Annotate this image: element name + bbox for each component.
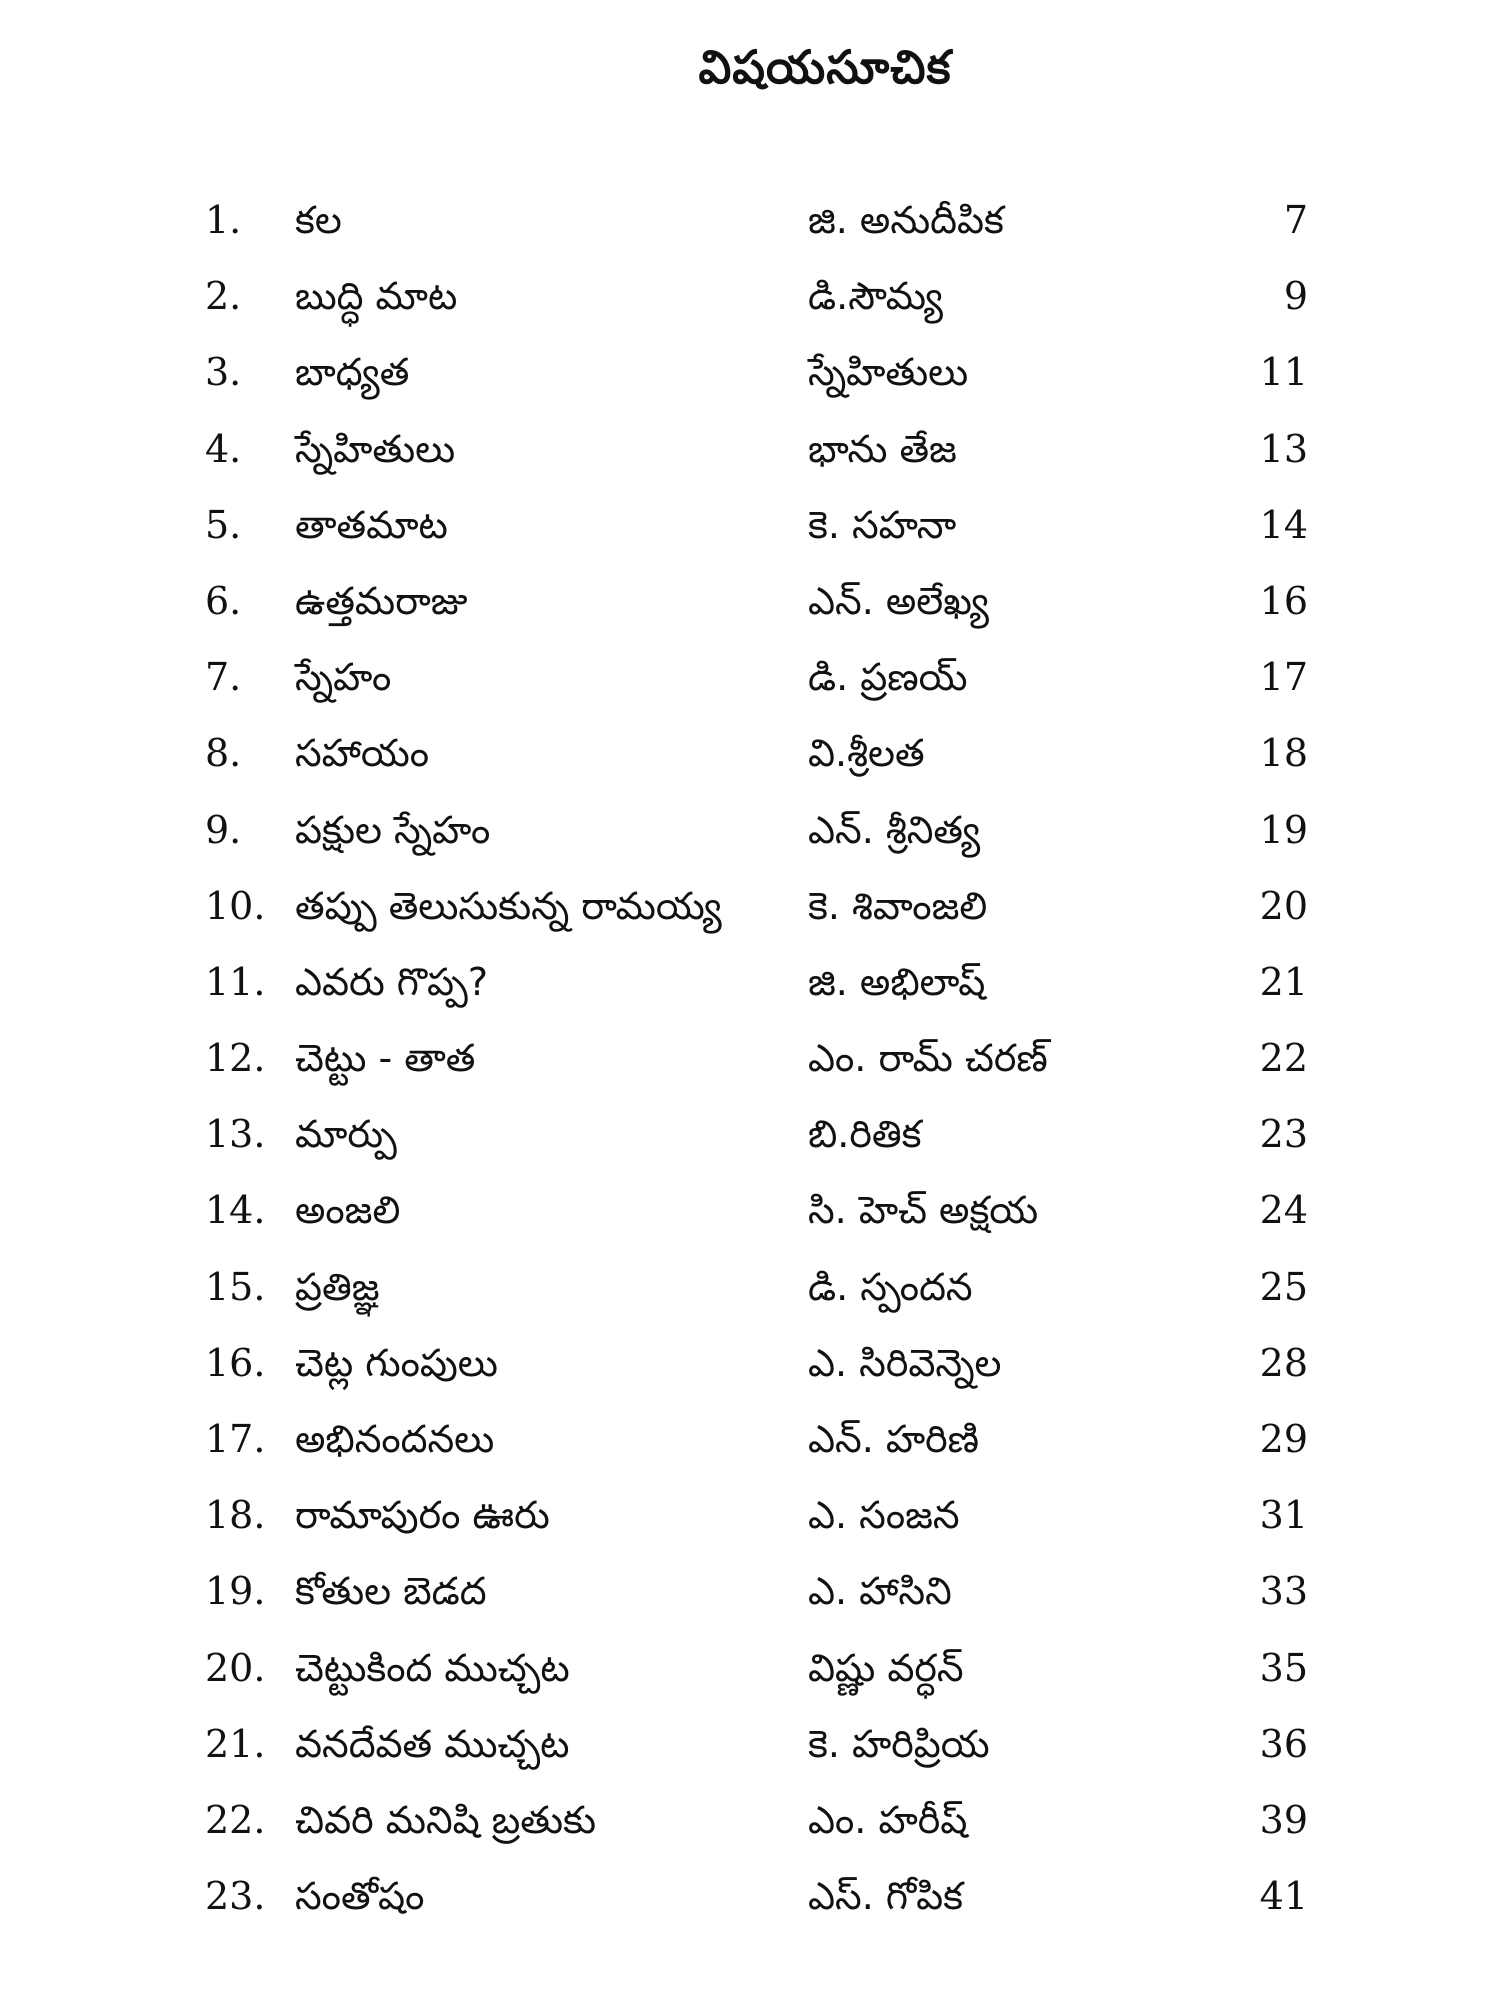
entry-title: ఉత్తమరాజు [295,578,468,623]
entry-author: డి. స్పందన [808,1264,973,1309]
entry-title: చివరి మనిషి బ్రతుకు [295,1797,596,1842]
entry-author: ఎ. సంజన [808,1493,960,1538]
entry-title: ప్రతిజ్ఞ [295,1264,380,1309]
entry-author: కె. సహనా [808,502,957,547]
entry-page-number: 36 [1259,1721,1308,1766]
entry-number: 5. [205,502,242,547]
entry-number: 3. [205,350,242,395]
toc-entry [0,1485,1500,1561]
entry-author: జి. అభిలాష్ [808,959,986,1004]
entry-number: 13. [205,1112,266,1157]
entry-page-number: 41 [1259,1874,1308,1919]
entry-author: బి.రితిక [808,1112,922,1157]
entry-title: అభినందనలు [295,1417,495,1461]
entry-page-number: 22 [1259,1036,1308,1081]
entry-page-number: 19 [1259,807,1308,852]
entry-author: సి. హెచ్ అక్షయ [808,1188,1039,1233]
entry-title: తాతమాట [295,502,448,547]
entry-title: కల [295,198,342,242]
toc-entry [0,1333,1500,1409]
entry-page-number: 17 [1259,655,1308,700]
entry-number: 18. [205,1493,266,1538]
entry-number: 9. [205,807,242,852]
entry-author: డి.సౌమ్య [808,274,943,319]
entry-number: 11. [205,959,266,1004]
entry-author: ఎన్. అలేఖ్య [808,578,989,623]
toc-entry [0,647,1500,723]
entry-page-number: 24 [1259,1188,1308,1233]
entry-page-number: 20 [1259,883,1308,928]
entry-title: బాధ్యత [295,350,410,395]
entry-page-number: 23 [1259,1112,1308,1157]
entry-author: డి. ప్రణయ్ [808,655,968,700]
toc-entry [0,571,1500,647]
entry-title: సహాయం [295,731,430,776]
entry-author: ఎన్. శ్రీనిత్య [808,807,981,852]
entry-page-number: 39 [1259,1797,1308,1842]
entry-title: చెట్ల గుంపులు [295,1340,498,1385]
toc-entry [0,1028,1500,1104]
entry-number: 20. [205,1645,266,1690]
entry-number: 10. [205,883,266,928]
page-title: విషయసూచిక [698,40,952,94]
entry-author: ఎస్. గోపిక [808,1874,963,1919]
entry-number: 23. [205,1874,266,1919]
entry-number: 4. [205,426,242,471]
entry-number: 16. [205,1340,266,1385]
entry-page-number: 14 [1259,502,1308,547]
toc-entry [0,190,1500,266]
entry-title: తప్పు తెలుసుకున్న రామయ్య [295,883,722,928]
entry-number: 17. [205,1417,266,1461]
entry-number: 12. [205,1036,266,1081]
entry-title: ఎవరు గొప్ప? [295,959,488,1004]
entry-number: 21. [205,1721,266,1766]
entry-page-number: 11 [1259,350,1308,395]
entry-title: స్నేహం [295,655,392,700]
entry-title: సంతోషం [295,1874,425,1919]
entry-page-number: 33 [1259,1569,1308,1614]
toc-entry [0,495,1500,571]
entry-page-number: 21 [1259,959,1308,1004]
toc-entry [0,1180,1500,1256]
toc-entry [0,1104,1500,1180]
toc-entry [0,800,1500,876]
entry-title: పక్షుల స్నేహం [295,807,491,852]
toc-entry [0,419,1500,495]
entry-number: 19. [205,1569,266,1614]
entry-author: ఎన్. హరిణి [808,1417,980,1461]
toc-entry [0,1561,1500,1637]
toc-entry [0,1790,1500,1866]
entry-number: 14. [205,1188,266,1233]
entry-page-number: 25 [1259,1264,1308,1309]
entry-title: వనదేవత ముచ్చట [295,1721,570,1766]
entry-page-number: 29 [1259,1417,1308,1461]
entry-author: ఎం. రామ్ చరణ్ [808,1036,1048,1081]
entry-page-number: 35 [1259,1645,1308,1690]
entry-number: 8. [205,731,242,776]
entry-title: చెట్టు - తాత [295,1036,476,1081]
entry-title: మార్పు [295,1112,397,1157]
toc-entry [0,1409,1500,1485]
toc-entry [0,1638,1500,1714]
entry-author: ఎ. సిరివెన్నెల [808,1340,1002,1385]
entry-title: బుద్ధి మాట [295,274,458,319]
toc-entry [0,1866,1500,1942]
entry-author: కె. శివాంజలి [808,883,988,928]
entry-number: 22. [205,1797,266,1842]
toc-entry [0,342,1500,418]
entry-number: 15. [205,1264,266,1309]
entry-number: 1. [205,198,242,242]
toc-entry [0,723,1500,799]
entry-author: కె. హరిప్రియ [808,1721,990,1766]
entry-author: ఎం. హరీష్ [808,1797,968,1842]
entry-page-number: 31 [1259,1493,1308,1538]
entry-page-number: 18 [1259,731,1308,776]
entry-author: విష్ణు వర్ధన్ [808,1645,964,1690]
entry-page-number: 9 [1283,274,1308,319]
entry-title: అంజలి [295,1188,401,1233]
entry-page-number: 16 [1259,578,1308,623]
entry-number: 2. [205,274,242,319]
entry-number: 7. [205,655,242,700]
entry-title: చెట్టుకింద ముచ్చట [295,1645,570,1690]
entry-page-number: 13 [1259,426,1308,471]
entry-author: ఎ. హాసిని [808,1569,952,1614]
entry-page-number: 28 [1259,1340,1308,1385]
entry-title: రామాపురం ఊరు [295,1493,550,1538]
entry-author: స్నేహితులు [808,350,969,395]
entry-title: స్నేహితులు [295,426,456,471]
table-of-contents [0,190,1500,1942]
entry-page-number: 7 [1283,198,1308,242]
entry-author: భాను తేజ [808,426,957,471]
entry-author: వి.శ్రీలత [808,731,925,776]
entry-author: జి. అనుదీపిక [808,198,1004,242]
toc-entry [0,1714,1500,1790]
toc-entry [0,1257,1500,1333]
toc-entry [0,266,1500,342]
toc-entry [0,876,1500,952]
entry-number: 6. [205,578,242,623]
toc-entry [0,952,1500,1028]
entry-title: కోతుల బెడద [295,1569,487,1614]
